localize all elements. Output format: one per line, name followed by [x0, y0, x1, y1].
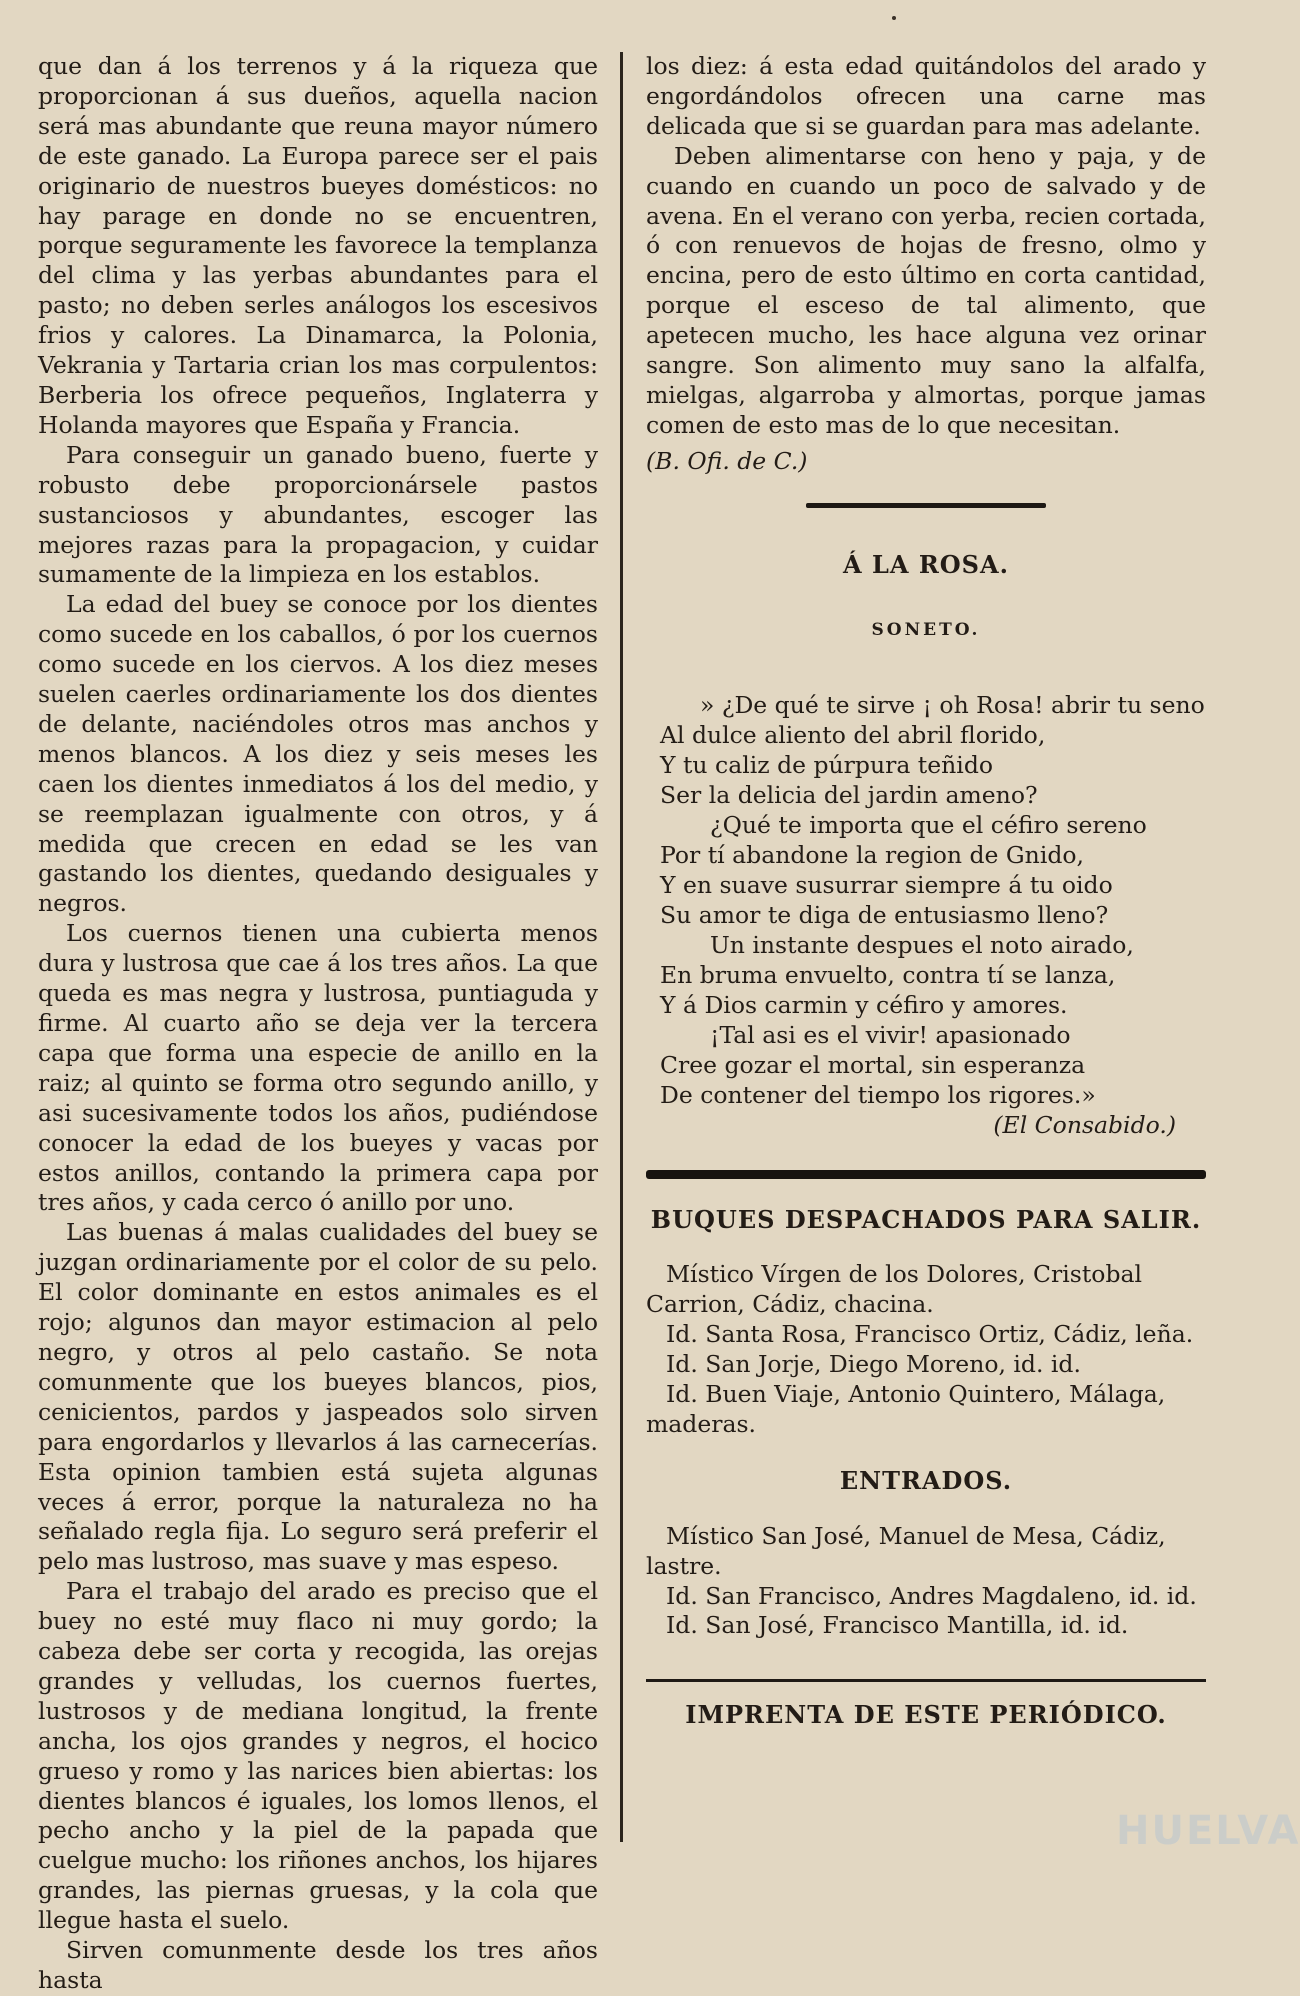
- poem-line: En bruma envuelto, contra tí se lanza,: [660, 960, 1116, 989]
- poem-line: Al dulce aliento del abril florido,: [660, 720, 1046, 749]
- column-divider: [620, 52, 623, 1842]
- paragraph: que dan á los terrenos y á la riqueza que proporcionan á sus dueños, aquella nacion será mas abundante que reuna mayor número de este ganado. La Europa parece ser el pais originario de nuestros bueyes domésticos: no hay parage en donde no se encuentren, porque seguramente les favorece la templanza del clima y las yerbas abundantes para el pasto; no deben serles análogos los escesivos frios y calores. La Dinamarca, la Polonia, Vekrania y Tartaria crian los mas corpulentos: Berberia los ofrece pequeños, Inglaterra y Holanda mayores que España y Francia.: [38, 52, 598, 439]
- paragraph: Los cuernos tienen una cubierta menos dura y lustrosa que cae á los tres años. La que queda es mas negra y lustrosa, puntiaguda y firme. Al cuarto año se deja ver la tercera capa que forma una especie de anillo en la raiz; al quinto se forma otro segundo anillo, y asi sucesivamente todos los años, pudiéndose conocer la edad de los bueyes y vacas por estos anillos, contando la primera capa por tres años, y cada cerco ó anillo por uno.: [38, 919, 598, 1217]
- poem-line: Por tí abandone la region de Gnido,: [660, 840, 1084, 869]
- list-item: Id. Buen Viaje, Antonio Quintero, Málaga, maderas.: [646, 1380, 1166, 1438]
- poem-line: De contener del tiempo los rigores.»: [660, 1080, 1096, 1109]
- poem-subtitle: SONETO.: [871, 619, 981, 640]
- poem-title: Á LA ROSA.: [843, 549, 1009, 579]
- poem-attribution: (El Consabido.): [993, 1110, 1176, 1139]
- poem-line: Y tu caliz de púrpura teñido: [660, 750, 994, 779]
- list-item: Místico San José, Manuel de Mesa, Cádiz, lastre.: [646, 1521, 1166, 1580]
- poem-line: Cree gozar el mortal, sin esperanza: [660, 1050, 1086, 1079]
- entered-list: [646, 1522, 1206, 1642]
- poem-line: Su amor te diga de entusiasmo lleno?: [660, 900, 1109, 929]
- departed-list: [646, 1260, 1206, 1439]
- section-divider: [646, 1679, 1206, 1682]
- list-item: Id. San José, Francisco Mantilla, id. id.: [666, 1611, 1129, 1640]
- departed-title: BUQUES DESPACHADOS PARA SALIR.: [650, 1204, 1202, 1234]
- article-signature: (B. Ofi. de C.): [646, 446, 808, 475]
- list-item: Id. Santa Rosa, Francisco Ortiz, Cádiz, leña.: [666, 1320, 1194, 1349]
- section-divider: [806, 503, 1046, 508]
- paragraph: Para el trabajo del arado es preciso que el buey no esté muy flaco ni muy gordo; la cabeza debe ser corta y recogida, las orejas grandes y velludas, los cuernos fuertes, lustrosos y de mediana longitud, la frente ancha, los ojos grandes y negros, el hocico grueso y romo y las narices bien abiertas: los dientes blancos é iguales, los lomos llenos, el pecho ancho y la piel de la papada que cuelgue mucho: los riñones anchos, los hijares grandes, las piernas gruesas, y la cola que llegue hasta el suelo.: [38, 1577, 598, 1935]
- poem-line: Y en suave susurrar siempre á tu oido: [660, 870, 1113, 899]
- left-column: [38, 52, 598, 1996]
- poem-line: Un instante despues el noto airado,: [710, 930, 1134, 959]
- ink-dot: [892, 16, 896, 20]
- poem-line: Y á Dios carmin y céfiro y amores.: [660, 990, 1068, 1019]
- right-column: [646, 52, 1206, 1730]
- entered-title: ENTRADOS.: [839, 1465, 1013, 1495]
- list-item: Id. San Francisco, Andres Magdaleno, id. id.: [666, 1581, 1197, 1610]
- poem-line: ¡Tal asi es el vivir! apasionado: [710, 1020, 1071, 1049]
- list-item: Id. San Jorje, Diego Moreno, id. id.: [666, 1350, 1081, 1379]
- library-watermark: HUELVA: [1116, 1808, 1300, 1854]
- paragraph: Para conseguir un ganado bueno, fuerte y robusto debe proporcionársele pastos sustanciosos y abundantes, escoger las mejores razas para la propagacion, y cuidar sumamente de la limpieza en los establos.: [38, 440, 598, 589]
- poem-line: Ser la delicia del jardin ameno?: [660, 780, 1038, 809]
- paragraph: los diez: á esta edad quitándolos del arado y engordándolos ofrecen una carne mas delicada que si se guardan para mas adelante.: [646, 52, 1206, 140]
- poem-line: ¿Qué te importa que el céfiro sereno: [710, 810, 1147, 839]
- poem-line: » ¿De qué te sirve ¡ oh Rosa! abrir tu seno: [700, 690, 1205, 719]
- paragraph: La edad del buey se conoce por los dientes como sucede en los caballos, ó por los cuernos como sucede en los ciervos. A los diez meses suelen caerles ordinariamente los dos dientes de delante, naciéndoles otros mas anchos y menos blancos. A los diez y seis meses les caen los dientes inmediatos á los del medio, y se reemplazan igualmente con otros, y á medida que crecen en edad se les van gastando los dientes, quedando desiguales y negros.: [38, 590, 598, 918]
- list-item: Místico Vírgen de los Dolores, Cristobal Carrion, Cádiz, chacina.: [646, 1260, 1143, 1319]
- section-divider: [646, 1170, 1206, 1179]
- paragraph: Las buenas á malas cualidades del buey se juzgan ordinariamente por el color de su pelo. El color dominante en estos animales es el rojo; algunos dan mayor estimacion al pelo negro, y otros al pelo castaño. Se nota comunmente que los bueyes blancos, pios, cenicientos, pardos y jaspeados solo sirven para engordarlos y llevarlos á las carnecerías. Esta opinion tambien está sujeta algunas veces á error, porque la naturaleza no ha señalado regla fija. Lo seguro será preferir el pelo mas lustroso, mas suave y mas espeso.: [38, 1218, 598, 1576]
- paragraph: Sirven comunmente desde los tres años hasta: [38, 1936, 598, 1994]
- printer-footer: IMPRENTA DE ESTE PERIÓDICO.: [685, 1700, 1167, 1730]
- paragraph: Deben alimentarse con heno y paja, y de cuando en cuando un poco de salvado y de avena. En el verano con yerba, recien cortada, ó con renuevos de hojas de fresno, olmo y encina, pero de esto último en corta cantidad, porque el esceso de tal alimento, que apetecen mucho, les hace alguna vez orinar sangre. Son alimento muy sano la alfalfa, mielgas, algarroba y almortas, porque jamas comen de esto mas de lo que necesitan.: [646, 141, 1206, 439]
- poem: [646, 690, 1206, 1140]
